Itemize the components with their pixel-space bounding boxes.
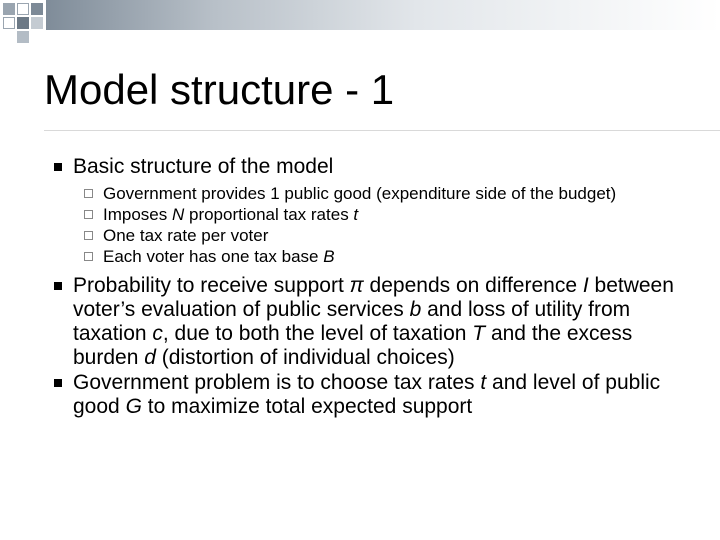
slide-title: Model structure - 1 [44, 66, 395, 113]
bullet-text: Basic structure of the model [73, 155, 334, 178]
variable-N: N [171, 205, 185, 224]
bullet-government-problem [73, 371, 683, 419]
header-decoration [0, 0, 720, 50]
variable-pi: π [349, 274, 364, 297]
bullet-square-icon [54, 163, 62, 171]
variable-I: I [582, 274, 589, 297]
hollow-square-icon [84, 252, 93, 261]
bullet-text: and the excess burden [73, 322, 633, 369]
deco-square [17, 3, 29, 15]
variable-b: b [409, 298, 422, 321]
title-divider [44, 130, 720, 131]
variable-T: T [472, 322, 486, 345]
deco-square [17, 17, 29, 29]
bullet-text: depends on difference [363, 274, 583, 297]
bullet-text: , due to both the level of taxation [162, 322, 473, 345]
bullet-text: (distortion of individual choices) [155, 346, 455, 369]
bullet-probability-support [73, 274, 683, 370]
variable-G: G [125, 395, 142, 418]
sub-bullet-tax-rates [103, 205, 663, 225]
header-gradient-bar [46, 0, 720, 30]
bullet-square-icon [54, 379, 62, 387]
bullet-text: Probability to receive support [73, 274, 350, 297]
sub-bullet-text: Imposes [103, 205, 172, 224]
variable-d: d [144, 346, 156, 369]
bullet-text: Government problem is to choose tax rates [73, 371, 481, 394]
hollow-square-icon [84, 189, 93, 198]
sub-bullet-text: proportional tax rates [184, 205, 354, 224]
variable-B: B [323, 247, 335, 266]
bullet-text: between voter’s evaluation of public services [73, 274, 674, 321]
sub-bullet-text: One tax rate per voter [103, 226, 269, 245]
bullet-text: and level of public good [73, 371, 661, 418]
sub-bullet-public-good [103, 184, 663, 204]
deco-square [3, 3, 15, 15]
deco-square [31, 17, 43, 29]
bullet-square-icon [54, 282, 62, 290]
variable-t: t [480, 371, 487, 394]
bullet-text: and loss of utility from taxation [73, 298, 631, 345]
sub-bullet-text: Government provides 1 public good (expenditure side of the budget) [103, 184, 617, 203]
sub-bullet-text: Each voter has one tax base [103, 247, 324, 266]
slide-body [0, 155, 720, 419]
deco-square [3, 17, 15, 29]
bullet-basic-structure [73, 155, 683, 179]
deco-square [31, 3, 43, 15]
sub-bullet-one-rate [103, 226, 663, 246]
deco-square [17, 31, 29, 43]
bullet-text: to maximize total expected support [141, 395, 473, 418]
variable-c: c [152, 322, 163, 345]
hollow-square-icon [84, 231, 93, 240]
variable-t: t [353, 205, 359, 224]
hollow-square-icon [84, 210, 93, 219]
sub-bullet-tax-base [103, 247, 663, 267]
